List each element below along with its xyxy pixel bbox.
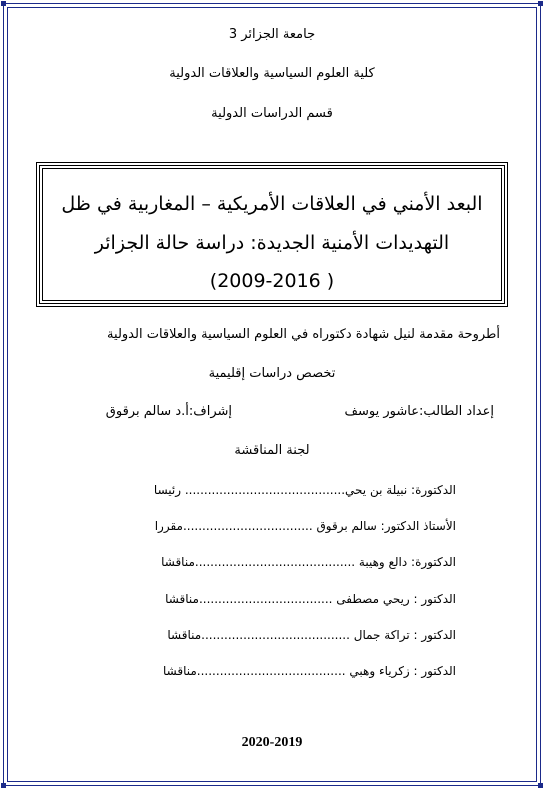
- committee-member-5: الدكتور : تراكة جمال .......................................مناقشا: [167, 628, 456, 642]
- faculty-name: كلية العلوم السياسية والعلاقات الدولية: [169, 66, 375, 81]
- university-name: جامعة الجزائر 3: [228, 27, 316, 42]
- border-corner: [1, 783, 6, 788]
- student-name: إعداد الطالب:عاشور يوسف: [344, 404, 494, 419]
- committee-member-3: الدكتورة: دالع وهيبة ..........................................مناقشا: [161, 555, 456, 569]
- border-corner: [1, 1, 6, 6]
- title-box: [36, 162, 508, 307]
- academic-year: 2020-2019: [241, 735, 303, 750]
- committee-member-6: الدكتور : زكرياء وهبي .......................................مناقشا: [163, 664, 456, 678]
- committee-member-4: الدكتور : ريحي مصطفى ...................................مناقشا: [165, 592, 456, 606]
- thesis-title-line-1: البعد الأمني في العلاقات الأمريكية – المغاربية في ظل: [61, 193, 483, 215]
- committee-member-1: الدكتورة: نبيلة بن يحي.......................................... رئيسا: [153, 483, 456, 497]
- department-name: قسم الدراسات الدولية: [211, 106, 333, 121]
- committee-member-2: الأستاذ الدكتور: سالم برقوق ..................................مقررا: [154, 519, 456, 533]
- supervisor-name: إشراف:أ.د سالم برقوق: [105, 404, 232, 419]
- committee-heading: لجنة المناقشة: [234, 443, 310, 458]
- thesis-title-line-3: ( 2009-2016): [209, 270, 335, 292]
- thesis-purpose: أطروحة مقدمة لنيل شهادة دكتوراه في العلوم السياسية والعلاقات الدولية: [107, 327, 500, 342]
- border-corner: [538, 783, 543, 788]
- thesis-title-line-2: التهديدات الأمنية الجديدة: دراسة حالة الجزائر: [94, 232, 450, 254]
- thesis-specialty: تخصص دراسات إقليمية: [208, 366, 336, 381]
- border-corner: [538, 1, 543, 6]
